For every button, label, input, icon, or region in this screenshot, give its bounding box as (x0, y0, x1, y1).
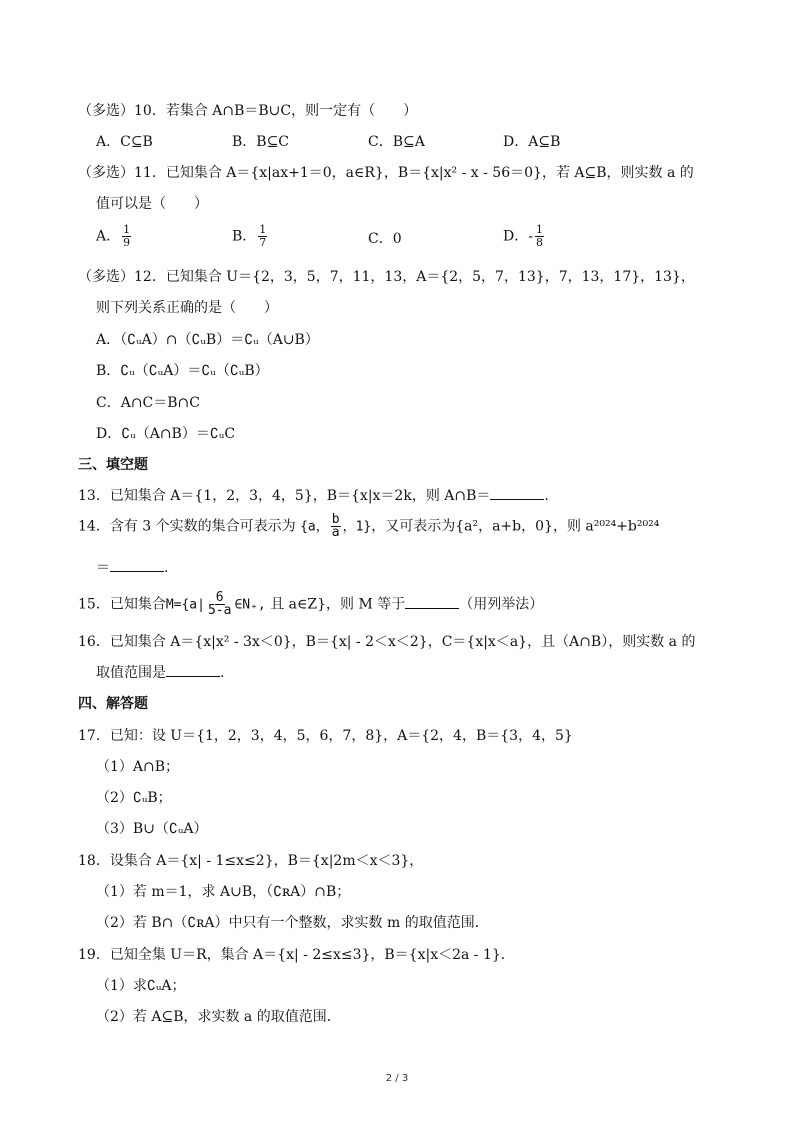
question-13: 13．已知集合 A＝{1，2，3，4，5}，B＝{x|x＝2k，则 A∩B＝ . (78, 488, 549, 504)
q11-option-a: A． $\frac{1}{9}$ (96, 223, 131, 249)
question-10-stem: （多选）10．若集合 A∩B＝B∪C，则一定有（ ） (78, 103, 418, 119)
fraction: $\frac{b}{a}$ (331, 512, 340, 540)
fraction: $\frac{1}{8}$ (535, 223, 543, 249)
q18-part-2: （2）若 B∩（∁ʀA）中只有一个整数，求实数 m 的取值范围． (96, 915, 489, 931)
question-11-stem-line1: （多选）11．已知集合 A＝{x|ax+1＝0，a∈R}，B＝{x|x² - x - 56＝0}，若 A⊆B，则实数 a 的 (78, 165, 694, 181)
question-14-line2: ＝ . (96, 560, 169, 576)
question-12-stem-line2: 则下列关系正确的是（ ） (96, 300, 278, 316)
question-17-stem: 17．已知：设 U＝{1，2，3，4，5，6，7，8}，A＝{2，4，B＝{3，4，5} (78, 728, 573, 744)
fraction: $\frac{1}{7}$ (259, 223, 267, 249)
question-15: 15．已知集合M={a| $\frac{6}{5-a}$ ∈N₊, 且 a∈Z}，则 M 等于 （用列举法） (78, 590, 544, 618)
q19-part-1: （1）求∁ᵤA； (96, 978, 186, 994)
fraction: $\frac{1}{9}$ (123, 223, 131, 249)
question-16-line1: 16．已知集合 A＝{x|x² - 3x＜0}，B＝{x| - 2＜x＜2}，C＝{x|x＜a}，且（A∩B），则实数 a 的 (78, 634, 696, 650)
question-14-line1: 14．含有 3 个实数的集合可表示为 {a， $\frac{b}{a}$ ，1}，又可表示为{a²，a+b，0}，则 a²⁰²⁴+b²⁰²⁴ (78, 512, 660, 540)
q10-option-b: B．B⊆C (232, 134, 290, 150)
q10-option-a: A．C⊆B (96, 134, 153, 150)
answer-blank (166, 664, 220, 677)
question-16-line2: 取值范围是 . (96, 665, 225, 681)
q11-option-b: B． $\frac{1}{7}$ (232, 223, 267, 249)
fraction: $\frac{6}{5-a}$ (207, 590, 232, 618)
answer-blank (110, 559, 164, 572)
section-heading-answer: 四、解答题 (78, 696, 148, 712)
question-12-stem-line1: （多选）12．已知集合 U＝{2，3，5，7，11，13，A＝{2，5，7，13}，7，13，17}，13}， (78, 269, 695, 285)
q17-part-2: （2）∁ᵤB； (96, 790, 172, 806)
question-18-stem: 18．设集合 A＝{x| - 1≤x≤2}，B＝{x|2m＜x＜3}， (78, 853, 424, 869)
q10-option-d: D．A⊆B (503, 134, 561, 150)
q19-part-2: （2）若 A⊆B，求实数 a 的取值范围． (96, 1009, 341, 1025)
page-number: 2 / 3 (385, 1073, 409, 1084)
q12-option-b: B．∁ᵤ（∁ᵤA）＝∁ᵤ（∁ᵤB） (96, 363, 269, 379)
q12-option-d: D．∁ᵤ（A∩B）＝∁ᵤC (96, 426, 236, 442)
q17-part-3: （3）B∪（∁ᵤA） (96, 821, 208, 837)
q10-option-c: C．B⊆A (368, 134, 425, 150)
q12-option-a: A．（∁ᵤA）∩（∁ᵤB）＝∁ᵤ（A∪B） (96, 332, 319, 348)
section-heading-fill-blank: 三、填空题 (78, 457, 148, 473)
question-19-stem: 19．已知全集 U＝R，集合 A＝{x| - 2≤x≤3}，B＝{x|x＜2a - 1}． (78, 947, 515, 963)
q11-option-d: D．- $\frac{1}{8}$ (503, 223, 543, 249)
q18-part-1: （1）若 m＝1，求 A∪B，（∁ʀA）∩B； (96, 884, 351, 900)
q17-part-1: （1）A∩B； (96, 759, 180, 775)
question-11-stem-line2: 值可以是（ ） (96, 196, 208, 212)
answer-blank (405, 596, 459, 609)
q11-option-c: C．0 (368, 231, 402, 247)
q12-option-c: C．A∩C＝B∩C (96, 395, 200, 411)
answer-blank (490, 487, 544, 500)
